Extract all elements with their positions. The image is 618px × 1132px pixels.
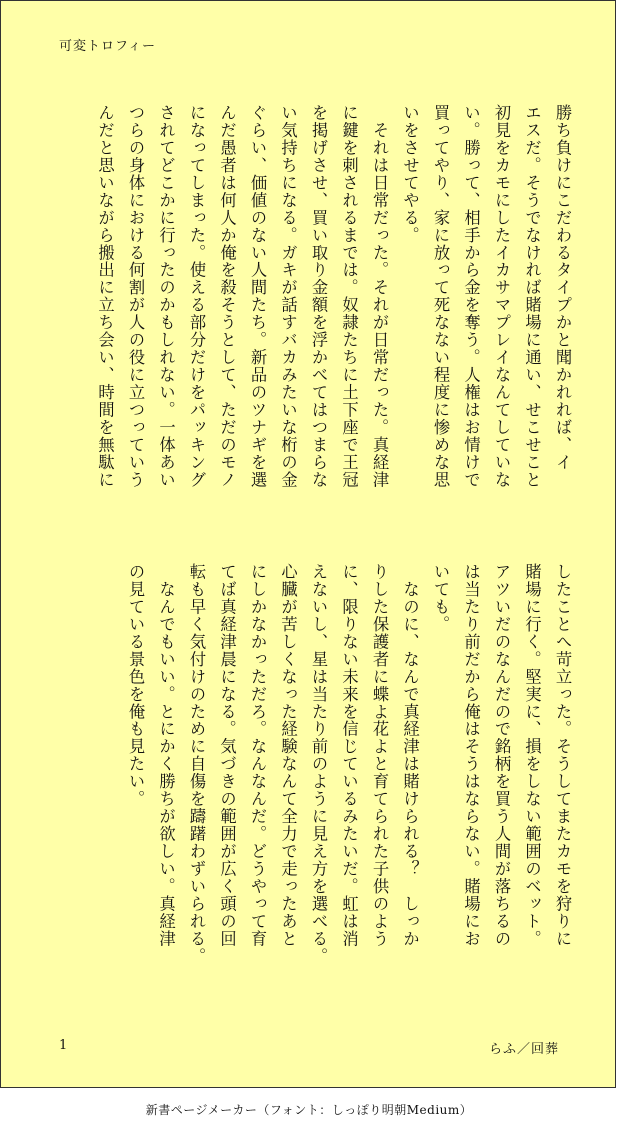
text-line: てば真経津晨になる。気づきの範囲が広く頭の回 xyxy=(217,563,237,948)
text-block-lower xyxy=(57,563,577,983)
text-line: 買ってやり、家に放って死なない程度に惨めな思 xyxy=(431,104,450,489)
text-line: んだ愚者は何人か俺を殺そうとして、ただのモノ xyxy=(217,104,237,489)
text-line: 心臓が苦しくなった経験なんて全力で走ったあと xyxy=(278,563,298,948)
text-line: 賭場に行く。堅実に、損をしない範囲のベット。 xyxy=(522,563,542,948)
text-line: それは日常だった。それが日常だった。真経津 xyxy=(370,104,389,489)
text-line: なんでもいい。とにかく勝ちが欲しい。真経津 xyxy=(156,563,176,948)
text-line: いをさせてやる。 xyxy=(400,104,420,244)
text-line: を掲げさせ、買い取り金額を浮かべてはつまらな xyxy=(309,104,328,489)
text-line: アツいだのなんだので銘柄を買う人間が落ちるの xyxy=(492,563,511,948)
text-line: りした保護者に蝶よ花よと育てられた子供のよう xyxy=(370,563,389,948)
page-number: 1 xyxy=(59,1038,68,1053)
page-title: 可変トロフィー xyxy=(59,39,156,54)
text-line: に、限りない未来を信じているみたいだ。虹は消 xyxy=(339,563,359,948)
text-block-upper xyxy=(57,104,577,524)
text-line: に鍵を刺されるまでは。奴隷たちに土下座で王冠 xyxy=(339,104,359,489)
text-line: 初見をカモにしたイカサマプレイなんてしていな xyxy=(492,104,511,489)
text-line: いても。 xyxy=(431,563,450,633)
text-line: にしかなかっただろ。なんなんだ。どうやって育 xyxy=(248,563,267,948)
text-line: は当たり前だから俺はそうはならない。賭場にお xyxy=(461,563,481,948)
text-line: 勝ち負けにこだわるタイプかと聞かれれば、イ xyxy=(553,104,572,472)
text-line: になってしまった。使える部分だけをパッキング xyxy=(187,104,206,489)
text-line: の見ている景色を俺も見たい。 xyxy=(126,563,145,808)
text-line: い。勝って、相手から金を奪う。人権はお情けで xyxy=(461,104,481,489)
author-credit: らふ／回葬 xyxy=(488,1042,559,1057)
text-line: 転も早く気付けのために自傷を躊躇わずいられる。 xyxy=(187,563,206,966)
maker-credit: 新書ページメーカー（フォント：しっぽり明朝Medium） xyxy=(145,1103,473,1117)
text-line: つらの身体における何割が人の役に立つっていう xyxy=(126,104,145,489)
text-line: されてどこかに行ったのかもしれない。一体あい xyxy=(156,104,176,489)
text-line: んだと思いながら搬出に立ち会い、時間を無駄に xyxy=(95,104,115,489)
text-line: エスだ。そうでなければ賭場に通い、せこせこと xyxy=(522,104,542,489)
text-line: えないし、星は当たり前のように見え方を選べる。 xyxy=(309,563,328,966)
text-line: なのに、なんで真経津は賭けられる？ しっか xyxy=(400,563,420,948)
text-line: い気持ちになる。ガキが話すバカみたいな桁の金 xyxy=(278,104,298,489)
text-line: したことへ苛立った。そうしてまたカモを狩りに xyxy=(553,563,572,948)
text-line: ぐらい、価値のない人間たち。新品のツナギを選 xyxy=(248,104,267,489)
